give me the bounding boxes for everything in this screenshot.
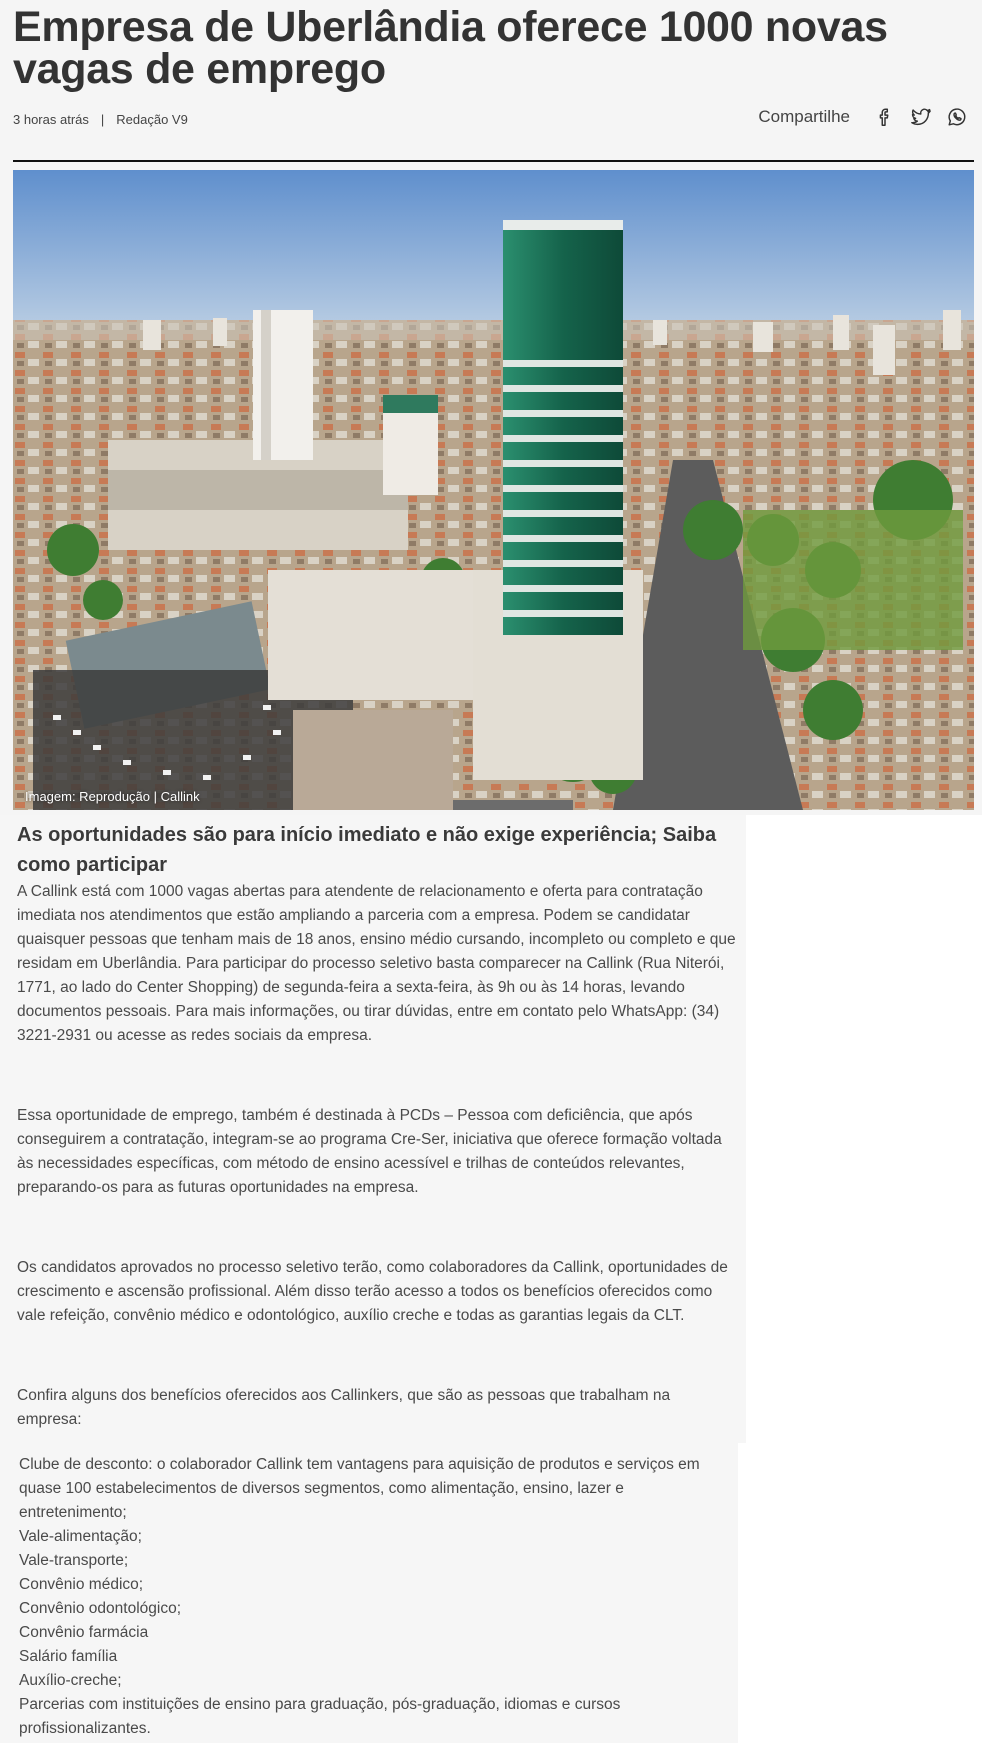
benefit-item: Clube de desconto: o colaborador Callink tem vantagens para aquisição de produtos e serviços em quase 100 estabelecimentos de diversos segmentos, como alimentação, ensino, lazer e entretenimento; [19, 1456, 700, 1521]
header-divider [13, 160, 974, 162]
image-caption: Imagem: Reprodução | Callink [25, 789, 200, 804]
paragraph-4: Confira alguns dos benefícios oferecidos aos Callinkers, que são as pessoas que trabalham na empresa: [17, 1387, 671, 1428]
article-author[interactable]: Redação V9 [116, 112, 188, 127]
article-meta [13, 112, 188, 127]
benefit-item: Convênio odontológico; [19, 1600, 182, 1617]
article-title: Empresa de Uberlândia oferece 1000 novas vagas de emprego [13, 3, 888, 93]
benefit-item: Auxílio-creche; [19, 1672, 122, 1689]
share-bar [758, 106, 968, 128]
meta-separator: | [100, 112, 105, 127]
share-label: Compartilhe [758, 107, 850, 126]
paragraph-1: A Callink está com 1000 vagas abertas para atendente de relacionamento e oferta para contratação imediata nos atendimentos que estão ampliando a parceria com a empresa. Podem se candidatar quaisquer pessoas que tenham mais de 18 anos, ensino médio cursando, incompleto ou completo e que residam em Uberlândia. Para participar do processo seletivo basta comparecer na Callink (Rua Niterói, 1771, ao lado do Center Shopping) de segunda-feira a sexta-feira, às 9h ou às 14 horas, levando documentos pessoais. Para mais informações, ou tirar dúvidas, entre em contato pelo WhatsApp: (34) 3221-2931 ou acesse as redes sociais da empresa. [17, 883, 736, 1044]
article-subtitle: As oportunidades são para início imediato e não exige experiência; Saiba como participar [17, 824, 717, 876]
benefit-item: Convênio médico; [19, 1576, 144, 1593]
benefit-item: Salário família [19, 1648, 118, 1665]
aerial-city-photo [13, 170, 974, 810]
benefit-item: Parcerias com instituições de ensino para graduação, pós-graduação, idiomas e cursos profissionalizantes. [19, 1696, 621, 1737]
paragraph-2: Essa oportunidade de emprego, também é destinada à PCDs – Pessoa com deficiência, que após conseguirem a contratação, integram-se ao programa Cre-Ser, iniciativa que oferece formação voltada às necessidades específicas, com método de ensino acessível e trilhas de conteúdos relevantes, preparando-os para as futuras oportunidades na empresa. [17, 1107, 722, 1196]
paragraph-3: Os candidatos aprovados no processo seletivo terão, como colaboradores da Callink, oportunidades de crescimento e ascensão profissional. Além disso terão acesso a todos os benefícios oferecidos como vale refeição, convênio médico e odontológico, auxílio creche e todas as garantias legais da CLT. [17, 1259, 728, 1324]
whatsapp-icon[interactable] [946, 106, 968, 128]
article-image [13, 170, 974, 810]
facebook-icon[interactable] [874, 106, 896, 128]
twitter-icon[interactable] [910, 106, 932, 128]
article-time: 3 horas atrás [13, 112, 89, 127]
benefits-list [19, 1453, 729, 1741]
benefit-item: Convênio farmácia [19, 1624, 149, 1641]
benefit-item: Vale-transporte; [19, 1552, 129, 1569]
benefit-item: Vale-alimentação; [19, 1528, 142, 1545]
